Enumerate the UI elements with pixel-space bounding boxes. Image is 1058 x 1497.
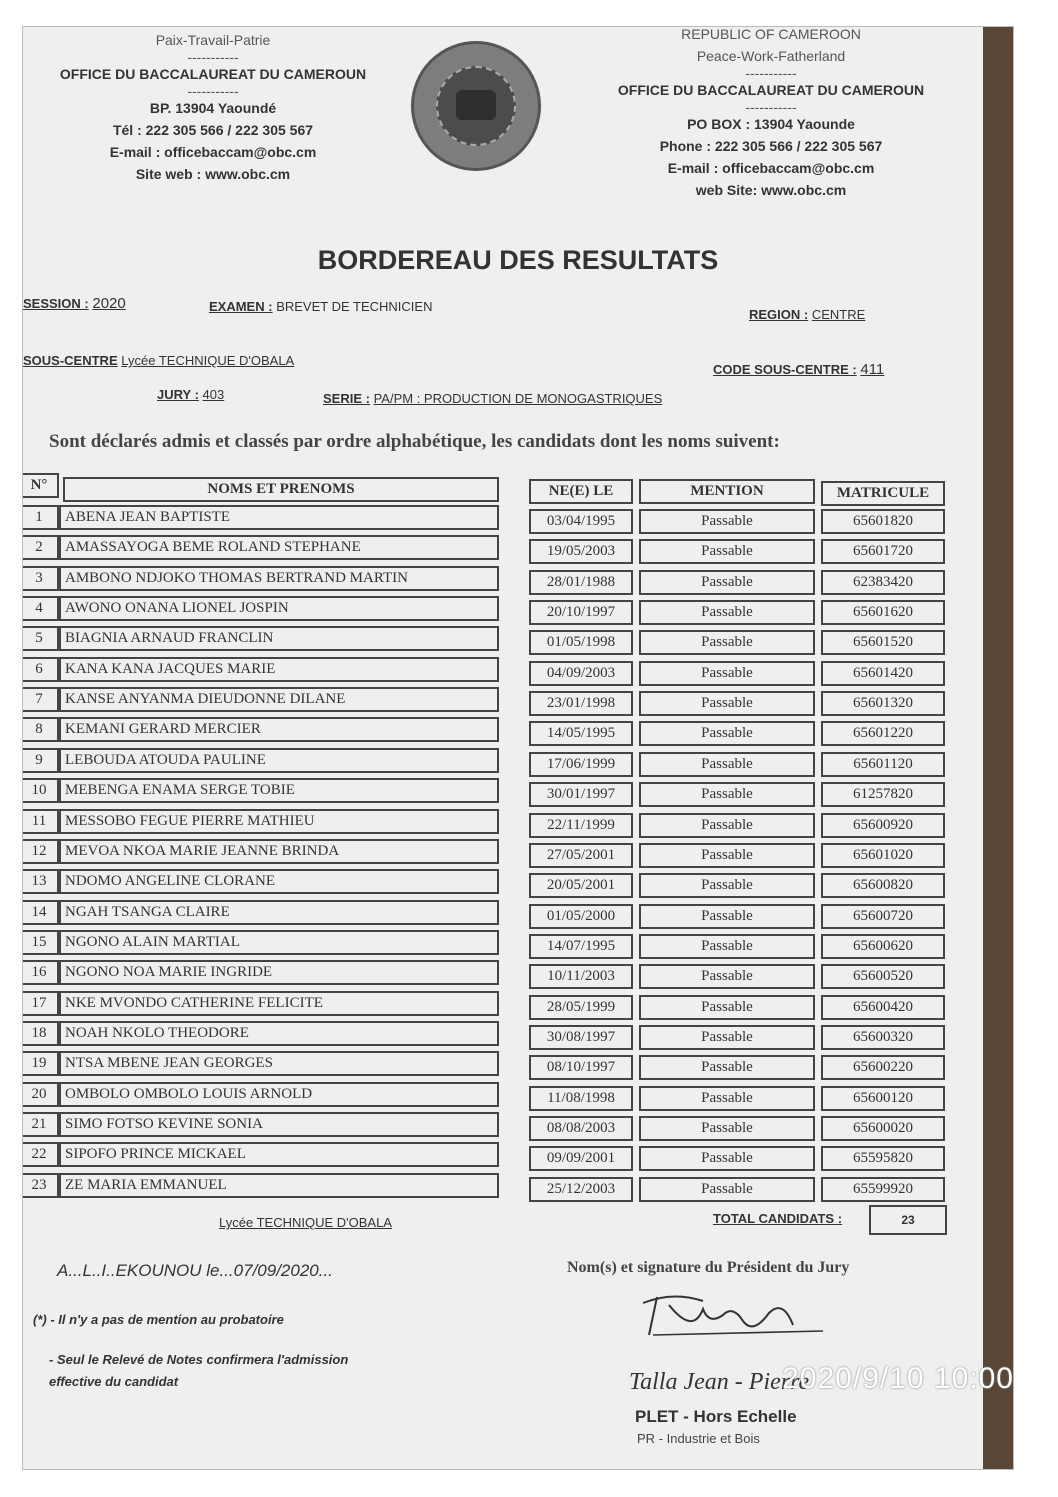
code-souscentre-value: 411	[860, 361, 885, 378]
row-matricule: 65595820	[821, 1146, 945, 1171]
row-birthdate: 01/05/2000	[529, 904, 633, 929]
row-birthdate: 10/11/2003	[529, 964, 633, 989]
row-mention: Passable	[639, 509, 815, 534]
row-mention: Passable	[639, 752, 815, 777]
row-birthdate: 08/08/2003	[529, 1116, 633, 1141]
row-birthdate: 30/08/1997	[529, 1025, 633, 1050]
row-matricule: 65601620	[821, 600, 945, 625]
serie-field	[323, 391, 662, 406]
row-birthdate: 27/05/2001	[529, 843, 633, 868]
header-right-site: web Site: www.obc.cm	[695, 182, 847, 198]
row-birthdate: 11/08/1998	[529, 1086, 633, 1111]
row-mention: Passable	[639, 691, 815, 716]
row-number: 12	[22, 839, 59, 864]
row-name: NOAH NKOLO THEODORE	[59, 1021, 499, 1046]
row-mention: Passable	[639, 721, 815, 746]
row-matricule: 65600020	[821, 1116, 945, 1141]
row-number: 8	[22, 717, 59, 742]
row-name: KEMANI GERARD MERCIER	[59, 717, 499, 742]
row-number: 16	[22, 960, 59, 985]
row-name: NGONO NOA MARIE INGRIDE	[59, 960, 499, 985]
row-name: NGONO ALAIN MARTIAL	[59, 930, 499, 955]
separator: -----------	[187, 83, 239, 99]
header-left-site: Site web : www.obc.cm	[135, 166, 291, 182]
session-label: SESSION :	[23, 296, 89, 311]
row-number: 3	[22, 566, 59, 591]
row-name: SIPOFO PRINCE MICKAEL	[59, 1142, 499, 1167]
row-matricule: 65599920	[821, 1177, 945, 1202]
row-number: 10	[22, 778, 59, 803]
row-name: AWONO ONANA LIONEL JOSPIN	[59, 596, 499, 621]
row-birthdate: 25/12/2003	[529, 1177, 633, 1202]
header-left-bp: BP. 13904 Yaoundé	[149, 100, 277, 116]
row-number: 5	[22, 626, 59, 651]
signer-subtitle: PR - Industrie et Bois	[637, 1431, 760, 1446]
row-birthdate: 09/09/2001	[529, 1146, 633, 1171]
session-value: 2020	[92, 295, 126, 312]
examen-field	[209, 299, 432, 314]
seal-emblem-icon	[456, 90, 496, 120]
separator: -----------	[187, 49, 239, 65]
row-birthdate: 23/01/1998	[529, 691, 633, 716]
session-field	[23, 295, 126, 312]
serie-value: PA/PM : PRODUCTION DE MONOGASTRIQUES	[373, 391, 663, 406]
row-birthdate: 20/10/1997	[529, 600, 633, 625]
row-name: MEVOA NKOA MARIE JEANNE BRINDA	[59, 839, 499, 864]
row-matricule: 65601520	[821, 630, 945, 655]
row-matricule: 65600320	[821, 1025, 945, 1050]
row-mention: Passable	[639, 813, 815, 838]
row-mention: Passable	[639, 995, 815, 1020]
row-mention: Passable	[639, 1025, 815, 1050]
row-mention: Passable	[639, 964, 815, 989]
header-right-box: PO BOX : 13904 Yaounde	[687, 116, 855, 132]
row-birthdate: 01/05/1998	[529, 630, 633, 655]
place-date: A...L..I..EKOUNOU le...07/09/2020...	[57, 1261, 333, 1280]
row-mention: Passable	[639, 570, 815, 595]
row-name: AMBONO NDJOKO THOMAS BERTRAND MARTIN	[59, 566, 499, 591]
header-right-office: OFFICE DU BACCALAUREAT DU CAMEROUN	[617, 82, 925, 98]
signer-title: PLET - Hors Echelle	[635, 1407, 797, 1426]
background-edge	[983, 27, 1013, 1469]
row-mention: Passable	[639, 1116, 815, 1141]
row-name: BIAGNIA ARNAUD FRANCLIN	[59, 626, 499, 651]
row-name: OMBOLO OMBOLO LOUIS ARNOLD	[59, 1082, 499, 1107]
row-matricule: 65601020	[821, 843, 945, 868]
row-number: 18	[22, 1021, 59, 1046]
row-mention: Passable	[639, 600, 815, 625]
header-right-phone: Phone : 222 305 566 / 222 305 567	[659, 138, 883, 154]
header-left-office: OFFICE DU BACCALAUREAT DU CAMEROUN	[59, 66, 367, 82]
row-birthdate: 28/01/1988	[529, 570, 633, 595]
row-matricule: 65600920	[821, 813, 945, 838]
row-number: 23	[22, 1173, 59, 1198]
row-name: MESSOBO FEGUE PIERRE MATHIEU	[59, 809, 499, 834]
row-matricule: 61257820	[821, 782, 945, 807]
header-right-email: E-mail : officebaccam@obc.cm	[667, 160, 875, 176]
row-matricule: 65601220	[821, 721, 945, 746]
region-field	[749, 307, 865, 322]
row-mention: Passable	[639, 1146, 815, 1171]
row-birthdate: 14/07/1995	[529, 934, 633, 959]
row-matricule: 65601820	[821, 509, 945, 534]
row-birthdate: 22/11/1999	[529, 813, 633, 838]
row-birthdate: 08/10/1997	[529, 1055, 633, 1080]
obc-seal-logo	[411, 41, 541, 171]
examen-label: EXAMEN :	[209, 299, 273, 314]
president-signature-label: Nom(s) et signature du Président du Jury	[567, 1259, 850, 1276]
row-matricule: 65600620	[821, 934, 945, 959]
col-header-name: NOMS ET PRENOMS	[63, 477, 499, 502]
row-number: 2	[22, 535, 59, 560]
row-number: 9	[22, 748, 59, 773]
row-mention: Passable	[639, 843, 815, 868]
signer-name: Talla Jean - Pierre	[629, 1369, 810, 1395]
row-name: AMASSAYOGA BEME ROLAND STEPHANE	[59, 535, 499, 560]
souscentre-field	[23, 353, 294, 368]
row-birthdate: 04/09/2003	[529, 661, 633, 686]
header-left-email: E-mail : officebaccam@obc.cm	[109, 144, 317, 160]
row-birthdate: 28/05/1999	[529, 995, 633, 1020]
row-name: ABENA JEAN BAPTISTE	[59, 505, 499, 530]
row-matricule: 62383420	[821, 570, 945, 595]
row-birthdate: 03/04/1995	[529, 509, 633, 534]
note-releve-line1: - Seul le Relevé de Notes confirmera l'admission	[49, 1352, 349, 1367]
row-mention: Passable	[639, 1177, 815, 1202]
results-document	[22, 26, 1014, 1470]
row-mention: Passable	[639, 630, 815, 655]
header-right-country: REPUBLIC OF CAMEROON	[681, 26, 861, 42]
row-number: 7	[22, 687, 59, 712]
row-name: SIMO FOTSO KEVINE SONIA	[59, 1112, 499, 1137]
row-name: NDOMO ANGELINE CLORANE	[59, 869, 499, 894]
president-signature-icon	[633, 1285, 833, 1341]
row-number: 11	[22, 809, 59, 834]
intro-text: Sont déclarés admis et classés par ordre alphabétique, les candidats dont les noms suivent:	[49, 431, 780, 452]
row-name: KANSE ANYANMA DIEUDONNE DILANE	[59, 687, 499, 712]
row-number: 17	[22, 991, 59, 1016]
code-souscentre-label: CODE SOUS-CENTRE :	[713, 362, 857, 377]
row-name: NGAH TSANGA CLAIRE	[59, 900, 499, 925]
footer-school: Lycée TECHNIQUE D'OBALA	[219, 1215, 392, 1230]
row-matricule: 65600720	[821, 904, 945, 929]
separator: -----------	[745, 99, 797, 115]
col-header-matricule: MATRICULE	[821, 481, 945, 506]
row-matricule: 65601720	[821, 539, 945, 564]
row-mention: Passable	[639, 782, 815, 807]
jury-field	[157, 387, 224, 402]
row-number: 4	[22, 596, 59, 621]
row-matricule: 65601120	[821, 752, 945, 777]
col-header-birthdate: NE(E) LE	[529, 479, 633, 504]
header-right-motto: Peace-Work-Fatherland	[696, 48, 846, 64]
row-matricule: 65600420	[821, 995, 945, 1020]
row-mention: Passable	[639, 934, 815, 959]
row-matricule: 65601420	[821, 661, 945, 686]
row-number: 20	[22, 1082, 59, 1107]
header-left-motto: Paix-Travail-Patrie	[155, 32, 271, 48]
header-right	[571, 26, 971, 201]
row-mention: Passable	[639, 873, 815, 898]
row-mention: Passable	[639, 1055, 815, 1080]
jury-value: 403	[202, 387, 225, 402]
row-matricule: 65601320	[821, 691, 945, 716]
row-birthdate: 20/05/2001	[529, 873, 633, 898]
note-releve-line2: effective du candidat	[49, 1374, 179, 1389]
row-number: 14	[22, 900, 59, 925]
region-value: CENTRE	[811, 307, 866, 322]
header-left-tel: Tél : 222 305 566 / 222 305 567	[112, 122, 314, 138]
serie-label: SERIE :	[323, 391, 370, 406]
row-name: ZE MARIA EMMANUEL	[59, 1173, 499, 1198]
col-header-mention: MENTION	[639, 479, 815, 504]
row-name: NKE MVONDO CATHERINE FELICITE	[59, 991, 499, 1016]
header-left	[23, 29, 403, 185]
row-name: MEBENGA ENAMA SERGE TOBIE	[59, 778, 499, 803]
row-mention: Passable	[639, 904, 815, 929]
photo-timestamp: 2020/9/10 10:00	[782, 1362, 1014, 1395]
row-number: 19	[22, 1051, 59, 1076]
row-name: LEBOUDA ATOUDA PAULINE	[59, 748, 499, 773]
row-birthdate: 19/05/2003	[529, 539, 633, 564]
row-number: 6	[22, 657, 59, 682]
note-probatoire: (*) - Il n'y a pas de mention au probatoire	[33, 1312, 284, 1327]
row-matricule: 65600820	[821, 873, 945, 898]
souscentre-label: SOUS-CENTRE	[23, 353, 118, 368]
row-matricule: 65600520	[821, 964, 945, 989]
total-candidats-value: 23	[869, 1205, 947, 1235]
total-candidats-label: TOTAL CANDIDATS :	[713, 1211, 843, 1226]
row-mention: Passable	[639, 661, 815, 686]
separator: -----------	[745, 65, 797, 81]
row-number: 13	[22, 869, 59, 894]
row-mention: Passable	[639, 539, 815, 564]
row-birthdate: 17/06/1999	[529, 752, 633, 777]
document-title: BORDEREAU DES RESULTATS	[317, 245, 719, 275]
seal-inner-ring	[436, 66, 516, 146]
row-number: 15	[22, 930, 59, 955]
code-souscentre-field	[713, 361, 884, 378]
jury-label: JURY :	[157, 387, 199, 402]
row-name: KANA KANA JACQUES MARIE	[59, 657, 499, 682]
examen-value: BREVET DE TECHNICIEN	[276, 299, 433, 314]
row-number: 1	[22, 505, 59, 530]
row-matricule: 65600220	[821, 1055, 945, 1080]
row-birthdate: 14/05/1995	[529, 721, 633, 746]
region-label: REGION :	[749, 307, 809, 322]
row-number: 22	[22, 1142, 59, 1167]
row-number: 21	[22, 1112, 59, 1137]
row-mention: Passable	[639, 1086, 815, 1111]
col-header-number: N°	[22, 473, 59, 498]
row-matricule: 65600120	[821, 1086, 945, 1111]
row-name: NTSA MBENE JEAN GEORGES	[59, 1051, 499, 1076]
souscentre-value: Lycée TECHNIQUE D'OBALA	[121, 353, 295, 368]
row-birthdate: 30/01/1997	[529, 782, 633, 807]
